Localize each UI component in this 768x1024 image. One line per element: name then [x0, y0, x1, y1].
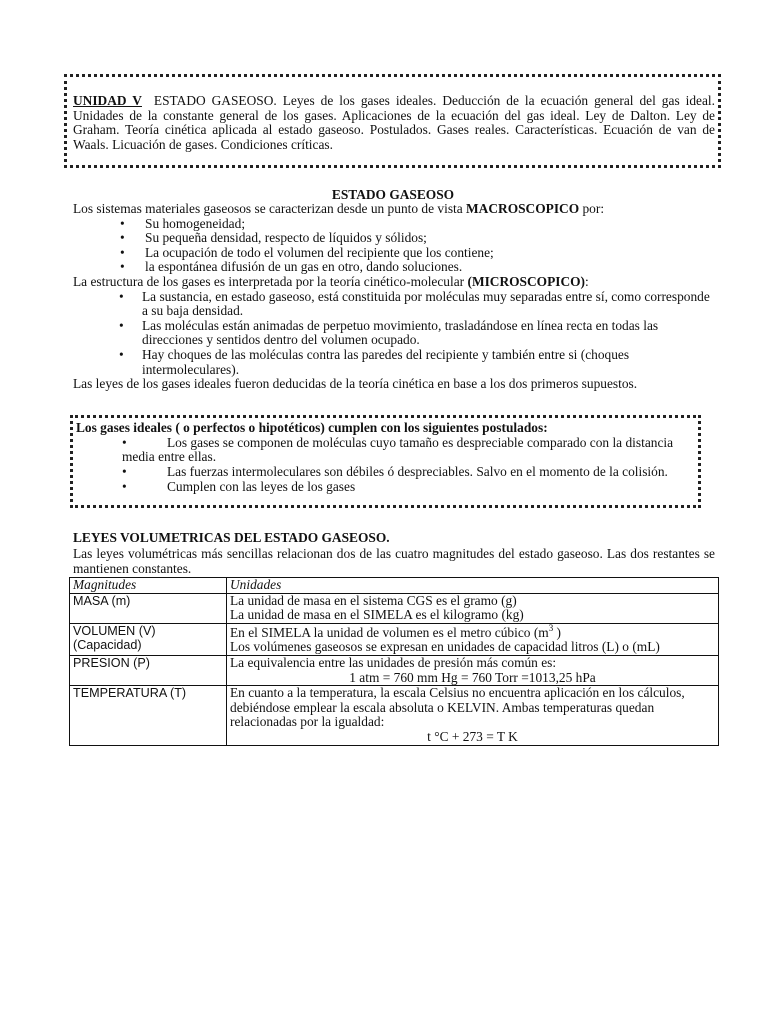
list-item-text: Hay choques de las moléculas contra las paredes del recipiente y también entre si (choques intermoleculares). [142, 346, 630, 377]
list-item-text: Su homogeneidad; [145, 215, 246, 231]
list-item-text: Los gases se componen de moléculas cuyo tamaño es despreciable comparado con la distancia media entre ellas. [122, 434, 674, 465]
bullet-icon: • [120, 259, 125, 275]
superscript: 3 [548, 622, 554, 633]
bullet-icon: • [120, 215, 125, 231]
postulates-box [70, 415, 701, 508]
deduced-paragraph: Las leyes de los gases ideales fueron deducidas de la teoría cinética en base a los dos primeros supuestos. [73, 376, 638, 392]
macro-keyword: MACROSCOPICO [466, 201, 580, 216]
magnitude-cell: TEMPERATURA (T) [70, 686, 227, 745]
unit-cell [227, 593, 719, 623]
list-item-text: Su pequeña densidad, respecto de líquidos y sólidos; [145, 230, 427, 246]
column-header: Magnitudes [70, 578, 227, 594]
micro-intro-end: : [585, 273, 589, 289]
bullet-icon: • [122, 434, 127, 450]
list-item-text: Las fuerzas intermoleculares son débiles ó despreciables. Salvo en el momento de la colisión. [167, 463, 668, 479]
column-header: Unidades [227, 578, 719, 594]
temperature-equation: t °C + 273 = T K [427, 728, 518, 744]
unit-text-part: ) [553, 624, 562, 640]
list-item-text: Las moléculas están animadas de perpetuo movimiento, trasladándose en línea recta en todas las direcciones y sentidos dentro del volumen ocupado. [142, 317, 659, 348]
magnitude-cell [70, 623, 227, 655]
unit-summary-box [64, 74, 721, 168]
list-item [76, 436, 694, 465]
pressure-equivalence: 1 atm = 760 mm Hg = 760 Torr =1013,25 hPa [349, 669, 596, 685]
unit-cell [227, 686, 719, 745]
macro-intro [73, 202, 715, 217]
bullet-icon: • [120, 244, 125, 260]
unit-label: UNIDAD V [73, 93, 142, 108]
list-item [76, 480, 694, 495]
list-item [73, 217, 715, 232]
table-row [70, 655, 719, 685]
unit-text [230, 624, 715, 641]
table-header-row [70, 578, 719, 594]
unit-text: La equivalencia entre las unidades de presión más común es: [230, 654, 557, 670]
list-item [73, 246, 715, 261]
list-item-text: La ocupación de todo el volumen del recipiente que los contiene; [145, 244, 494, 260]
unit-text: La unidad de masa en el SIMELA es el kilogramo (kg) [230, 607, 524, 623]
leyes-paragraph: Las leyes volumétricas más sencillas relacionan dos de las cuatro magnitudes del estado gaseoso. Las dos restantes se mantienen constantes. [73, 546, 715, 576]
table-row [70, 593, 719, 623]
section-title: ESTADO GASEOSO [331, 187, 455, 202]
unit-cell [227, 655, 719, 685]
list-item-text: La sustancia, en estado gaseoso, está constituida por moléculas muy separadas entre sí, como corresponde a su baja densidad. [142, 288, 710, 319]
unit-description: ESTADO GASEOSO. Leyes de los gases ideales. Deducción de la ecuación general del gas ideal. Unidades de la constante general de los gases. Aplicaciones de la ecuación del gas ideal. Ley de Dalton. Ley de Graham. Teoría cinética aplicada al estado gaseoso. Postulados. Gases reales. Características. Ecuación de van de Waals. Licuación de gases. Condiciones críticas. [73, 93, 715, 152]
micro-keyword: (MICROSCOPICO) [467, 273, 586, 289]
macro-intro-text: Los sistemas materiales gaseosos se caracterizan desde un punto de vista [73, 201, 467, 216]
list-item [73, 319, 715, 348]
unit-text: Los volúmenes gaseosos se expresan en unidades de capacidad litros (L) o (mL) [230, 639, 660, 655]
magnitude-subname: (Capacidad) [73, 638, 142, 653]
list-item [73, 290, 715, 319]
bullet-icon: • [120, 230, 125, 246]
list-item [76, 465, 694, 480]
unit-text-part: En el SIMELA la unidad de volumen es el metro cúbico (m [230, 624, 549, 640]
postulates-content [76, 421, 694, 495]
leyes-title: LEYES VOLUMETRICAS DEL ESTADO GASEOSO. [73, 530, 390, 545]
list-item [73, 260, 715, 275]
magnitude-cell: PRESION (P) [70, 655, 227, 685]
unit-text: En cuanto a la temperatura, la escala Celsius no encuentra aplicación en los cálculos, debiéndose emplear la escala absoluta o KELVIN. Ambas temperaturas quedan relacionadas por la igualdad: [230, 685, 685, 730]
micro-intro-text: La estructura de los gases es interpretada por la teoría cinético-molecular [73, 273, 468, 289]
bullet-icon: • [122, 463, 127, 479]
body-text [73, 202, 715, 392]
bullet-icon: • [119, 288, 124, 304]
unit-text: La unidad de masa en el sistema CGS es el gramo (g) [230, 592, 517, 608]
bullet-icon: • [119, 346, 124, 362]
bullet-icon: • [122, 479, 127, 495]
micro-intro [73, 275, 715, 290]
unit-summary-text [73, 94, 715, 152]
magnitudes-table [69, 577, 719, 746]
macro-intro-end: por: [579, 201, 605, 216]
table-row [70, 686, 719, 745]
list-item [73, 348, 715, 377]
magnitude-name: VOLUMEN (V) [73, 623, 156, 638]
bullet-icon: • [119, 317, 124, 333]
magnitude-cell: MASA (m) [70, 593, 227, 623]
postulates-title: Los gases ideales ( o perfectos o hipotéticos) cumplen con los siguientes postulados: [76, 420, 548, 435]
table-row [70, 623, 719, 655]
unit-cell [227, 623, 719, 655]
list-item [73, 231, 715, 246]
list-item-text: Cumplen con las leyes de los gases [167, 479, 356, 495]
list-item-text: la espontánea difusión de un gas en otro, dando soluciones. [145, 259, 463, 275]
